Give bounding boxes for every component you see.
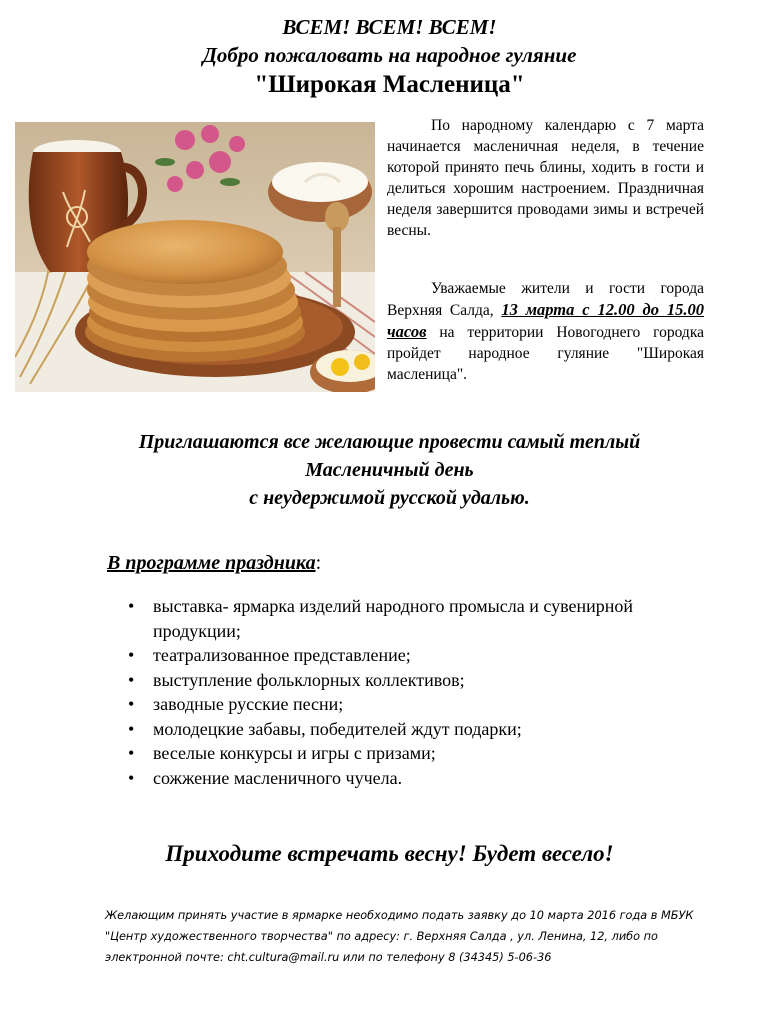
event-info-text-start: Уважаемые жители и гости города Верхняя Салда, [387,280,704,319]
event-date-time: 13 марта с 12.00 до 15.00 часов [387,300,704,341]
invitation-line-3: с неудержимой русской удалью. [249,487,530,509]
intro-paragraph: По народному календарю с 7 марта начинается масленичная неделя, в течение которой принято печь блины, ходить в гости и делиться хорошим настроением. Праздничная неделя завершится проводами зимы и встречей весны. [387,117,704,239]
list-item: • выступление фольклорных коллективов; [153,668,713,693]
list-item: • заводные русские песни; [153,692,713,717]
pancakes-photo [15,122,375,392]
list-item: • веселые конкурсы и игры с призами; [153,741,713,766]
closing-slogan: Приходите встречать весну! Будет весело! [165,841,614,866]
event-title: "Широкая Масленица" [254,71,525,98]
list-item: • сожжение масленичного чучела. [153,766,713,791]
headline-welcome: Добро пожаловать на народное гуляние [202,43,577,67]
event-info-paragraph [387,278,704,385]
invitation-text [0,428,779,512]
program-heading [107,549,321,577]
program-list [153,594,713,790]
invitation-line-1: Приглашаются все желающие провести самый теплый [138,431,641,453]
invitation-line-2: Масленичный день [305,459,474,481]
footer-note: Желающим принять участие в ярмарке необходимо подать заявку до 10 марта 2016 года в МБУК "Центр художественного творчества" по адресу: г. Верхняя Салда , ул. Ленина, 12, либо по электронной почте: cht.cultura@mail.ru или по телефону 8 (34345) 5-06-36 [105,909,694,964]
program-heading-colon: : [315,552,322,574]
list-item: • театрализованное представление; [153,643,713,668]
event-info-text-end: на территории Новогоднего городка пройдет народное гуляние "Широкая масленица". [387,324,704,383]
headline-shout: ВСЕМ! ВСЕМ! ВСЕМ! [282,15,497,39]
program-heading-text: В программе праздника [107,552,316,574]
list-item: • молодецкие забавы, победителей ждут подарки; [153,717,713,742]
list-item: • выставка- ярмарка изделий народного промысла и сувенирной продукции; [153,594,713,643]
